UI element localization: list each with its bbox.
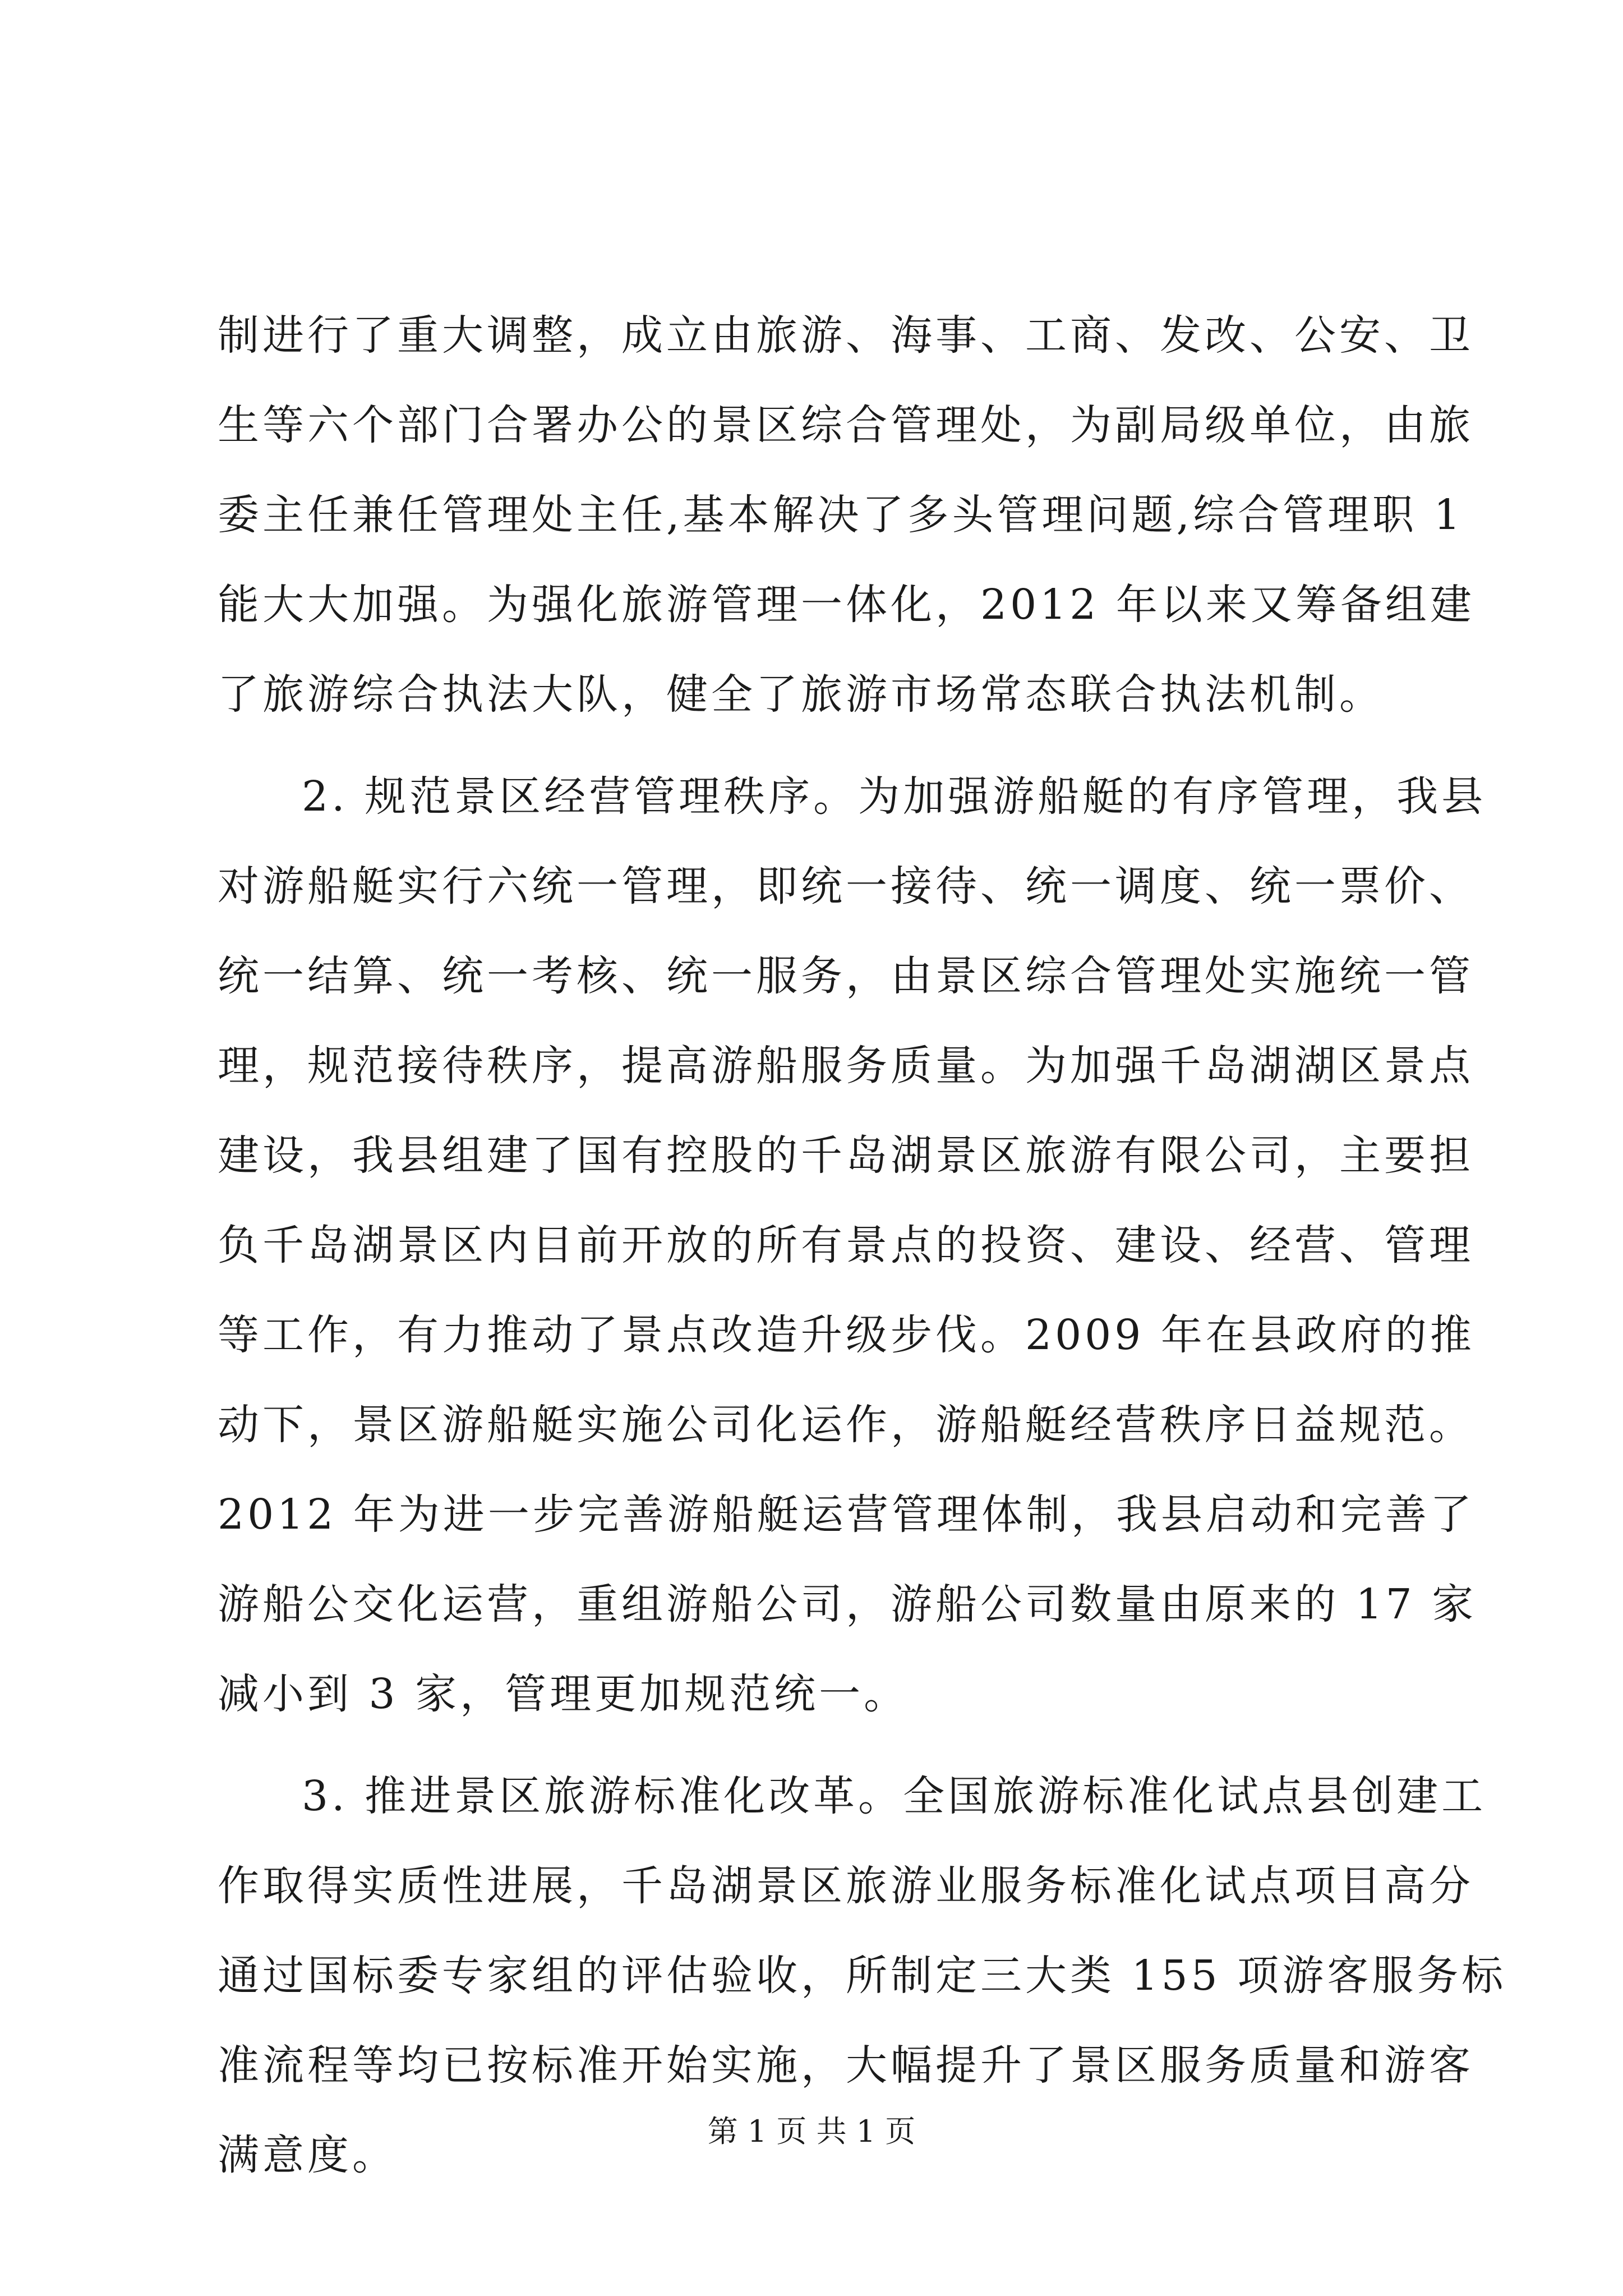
text-line: 统一结算、统一考核、统一服务，由景区综合管理处实施统一管 [218,952,1474,1000]
text-line: 制进行了重大调整，成立由旅游、海事、工商、发改、公安、卫 [218,311,1474,360]
paragraph-1 [218,291,1475,739]
text-line: 准流程等均已按标准开始实施，大幅提升了景区服务质量和游客 [218,2041,1474,2090]
text-line: 对游船艇实行六统一管理，即统一接待、统一调度、统一票价、 [218,862,1474,910]
text-line: 等工作，有力推动了景点改造升级步伐。2009 年在县政府的推 [218,1311,1475,1359]
paragraph-2 [218,752,1487,1739]
text-line: 动下，景区游船艇实施公司化运作，游船艇经营秩序日益规范。 [218,1401,1474,1449]
text-line: 减小到 3 家，管理更加规范统一。 [218,1670,909,1718]
text-line: 能大大加强。为强化旅游管理一体化，2012 年以来又筹备组建 [218,581,1475,629]
text-line: 理，规范接待秩序，提高游船服务质量。为加强千岛湖湖区景点 [218,1042,1474,1090]
text-line: 负千岛湖景区内目前开放的所有景点的投资、建设、经营、管理 [218,1221,1474,1269]
document-body [218,291,1507,2200]
text-line: 游船公交化运营，重组游船公司，游船公司数量由原来的 17 家 [218,1580,1477,1628]
page-footer: 第 1 页 共 1 页 [707,2114,916,2149]
text-line: 了旅游综合执法大队，健全了旅游市场常态联合执法机制。 [218,670,1384,719]
text-line: 建设，我县组建了国有控股的千岛湖景区旅游有限公司，主要担 [218,1131,1474,1180]
text-line: 通过国标委专家组的评估验收，所制定三大类 155 项游客服务标 [218,1952,1507,2000]
text-line: 2012 年为进一步完善游船艇运营管理体制，我县启动和完善了 [218,1490,1475,1539]
text-line: 作取得实质性进展，千岛湖景区旅游业服务标准化试点项目高分 [218,1862,1474,1910]
text-line: 3. 推进景区旅游标准化改革。全国旅游标准化试点县创建工 [302,1772,1487,1820]
text-line: 2. 规范景区经营管理秩序。为加强游船艇的有序管理，我县 [302,772,1487,821]
text-line: 生等六个部门合署办公的景区综合管理处，为副局级单位，由旅 [218,401,1474,449]
text-line: 委主任兼任管理处主任,基本解决了多头管理问题,综合管理职 1 [218,491,1464,539]
text-line: 满意度。 [218,2131,397,2179]
